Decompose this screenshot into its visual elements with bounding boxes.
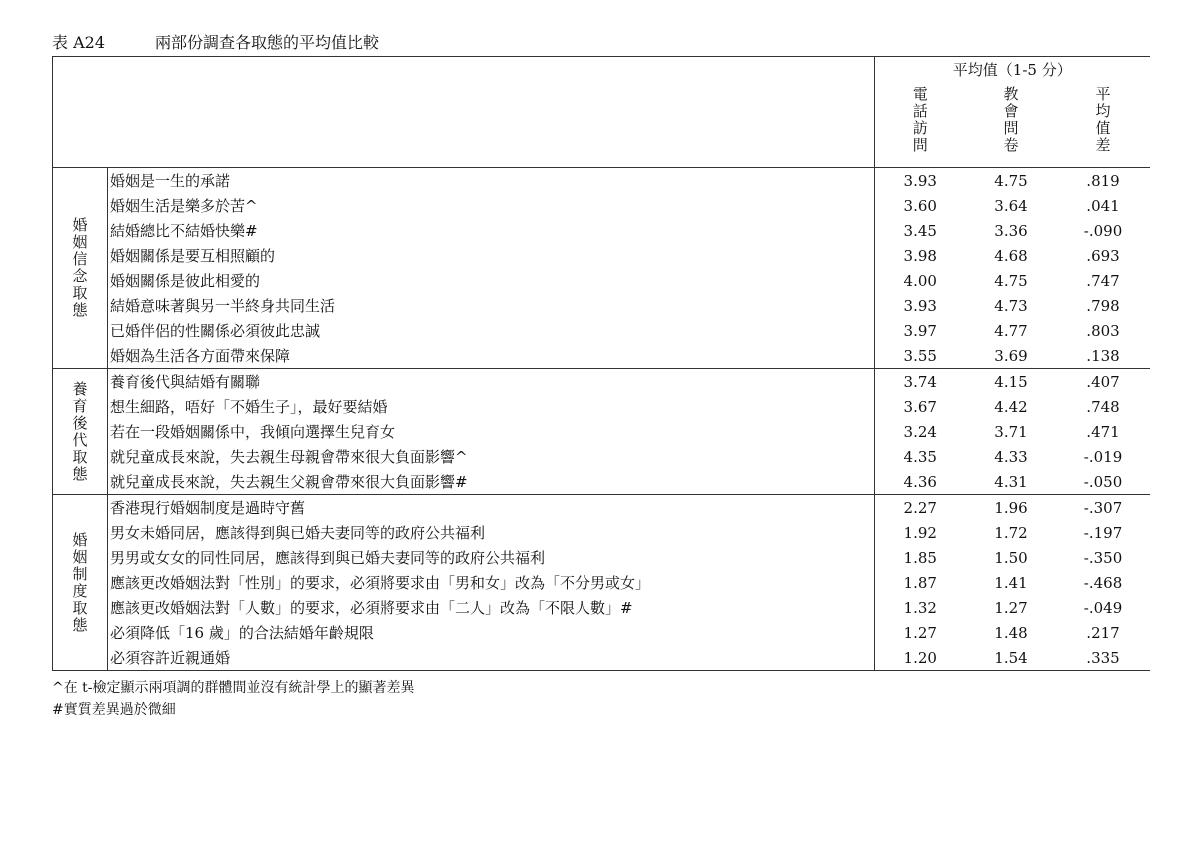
table-row: [53, 243, 1150, 268]
header-church-survey: 教會問卷: [1003, 85, 1019, 154]
phone-mean-value: 3.93: [875, 168, 966, 194]
church-mean-value: 1.50: [994, 548, 1028, 567]
church-mean-value: 1.27: [994, 598, 1028, 617]
mean-difference-value: .803: [1086, 321, 1120, 340]
table-row: [53, 444, 1150, 469]
mean-difference-value: .217: [1086, 623, 1120, 642]
row-item-text: 男男或女女的同性同居，應該得到與已婚夫妻同等的政府公共福利: [108, 545, 875, 570]
table-row: [53, 369, 1150, 395]
mean-difference-value: -.019: [1083, 447, 1123, 466]
table-row: [53, 318, 1150, 343]
phone-mean-value: 3.74: [875, 369, 966, 395]
phone-mean-value: 4.36: [903, 472, 937, 491]
church-mean-value: 1.41: [994, 573, 1028, 592]
mean-difference-value: .471: [1086, 422, 1120, 441]
church-mean-value: 4.68: [994, 246, 1028, 265]
table-notes: [52, 677, 415, 721]
row-item-text: 婚姻關係是彼此相愛的: [108, 268, 875, 293]
header-mean-difference: 平均值差: [1095, 85, 1111, 154]
row-item-text: 若在一段婚姻關係中，我傾向選擇生兒育女: [108, 419, 875, 444]
table-row: [53, 520, 1150, 545]
row-item-text: 必須降低「16 歲」的合法結婚年齡規限: [108, 620, 875, 645]
row-item-text: 應該更改婚姻法對「性別」的要求，必須將要求由「男和女」改為「不分男或女」: [108, 570, 875, 595]
mean-difference-value: -.049: [1083, 598, 1123, 617]
mean-difference-value: -.197: [1083, 523, 1123, 542]
mean-difference-value: -.050: [1083, 472, 1123, 491]
table-row: [53, 620, 1150, 645]
table-caption: [52, 30, 380, 53]
row-item-text: 養育後代與結婚有關聯: [108, 369, 875, 395]
phone-mean-value: 3.93: [903, 296, 937, 315]
group-label: 婚姻制度取態: [53, 495, 108, 671]
church-mean-value: 4.33: [994, 447, 1028, 466]
table-row: [53, 595, 1150, 620]
row-item-text: 必須容許近親通婚: [108, 645, 875, 671]
comparison-table: [52, 56, 1150, 671]
church-mean-value: 3.71: [994, 422, 1028, 441]
church-mean-value: 1.48: [994, 623, 1028, 642]
phone-mean-value: 3.60: [903, 196, 937, 215]
table-body: [53, 168, 1150, 671]
church-mean-value: 4.77: [994, 321, 1028, 340]
table-title: 兩部份調查各取態的平均值比較: [155, 33, 380, 52]
phone-mean-value: 3.24: [903, 422, 937, 441]
group-label: 婚姻信念取態: [53, 168, 108, 369]
phone-mean-value: 3.67: [903, 397, 937, 416]
mean-difference-value: -.090: [1083, 221, 1123, 240]
table-row: [53, 469, 1150, 495]
mean-difference-value: .335: [1057, 645, 1150, 671]
phone-mean-value: 1.32: [903, 598, 937, 617]
note-small-difference: #實質差異過於微細: [52, 702, 176, 718]
table-row: [53, 168, 1150, 194]
phone-mean-value: 4.35: [903, 447, 937, 466]
table-row: [53, 545, 1150, 570]
table-row: [53, 645, 1150, 671]
row-item-text: 婚姻是一生的承諾: [108, 168, 875, 194]
church-mean-value: 4.42: [994, 397, 1028, 416]
table-row: [53, 268, 1150, 293]
church-mean-value: 1.54: [966, 645, 1057, 671]
row-item-text: 結婚意味著與另一半終身共同生活: [108, 293, 875, 318]
phone-mean-value: 1.27: [903, 623, 937, 642]
row-item-text: 男女未婚同居，應該得到與已婚夫妻同等的政府公共福利: [108, 520, 875, 545]
phone-mean-value: 3.55: [903, 346, 937, 365]
row-item-text: 就兒童成長來說，失去親生父親會帶來很大負面影響#: [108, 469, 875, 495]
mean-difference-value: .138: [1086, 346, 1120, 365]
phone-mean-value: 3.45: [903, 221, 937, 240]
phone-mean-value: 1.92: [903, 523, 937, 542]
church-mean-value: 4.75: [994, 271, 1028, 290]
church-mean-value: 3.64: [994, 196, 1028, 215]
phone-mean-value: 1.20: [875, 645, 966, 671]
row-item-text: 香港現行婚姻制度是過時守舊: [108, 495, 875, 521]
row-item-text: 已婚伴侶的性關係必須彼此忠誠: [108, 318, 875, 343]
phone-mean-value: 1.87: [903, 573, 937, 592]
mean-difference-value: -.350: [1083, 548, 1123, 567]
mean-difference-value: .747: [1086, 271, 1120, 290]
table-row: [53, 218, 1150, 243]
table-row: [53, 495, 1150, 521]
mean-difference-value: .693: [1086, 246, 1120, 265]
phone-mean-value: 2.27: [875, 495, 966, 521]
church-mean-value: 4.73: [994, 296, 1028, 315]
table-number: 表 A24: [52, 33, 106, 52]
phone-mean-value: 3.97: [903, 321, 937, 340]
table-row: [53, 570, 1150, 595]
table-row: [53, 343, 1150, 369]
church-mean-value: 1.96: [966, 495, 1057, 521]
church-mean-value: 4.15: [966, 369, 1057, 395]
header-mean-score: 平均值（1-5 分）: [875, 57, 1150, 82]
church-mean-value: 1.72: [994, 523, 1028, 542]
table-row: [53, 394, 1150, 419]
mean-difference-value: -.468: [1083, 573, 1123, 592]
table-row: [53, 293, 1150, 318]
mean-difference-value: .819: [1057, 168, 1150, 194]
mean-difference-value: .407: [1057, 369, 1150, 395]
row-item-text: 想生細路，唔好「不婚生子」，最好要結婚: [108, 394, 875, 419]
church-mean-value: 3.36: [994, 221, 1028, 240]
phone-mean-value: 4.00: [903, 271, 937, 290]
header-blank-cell: [53, 57, 875, 168]
row-item-text: 就兒童成長來說，失去親生母親會帶來很大負面影響^: [108, 444, 875, 469]
church-mean-value: 4.31: [994, 472, 1028, 491]
phone-mean-value: 1.85: [903, 548, 937, 567]
row-item-text: 結婚總比不結婚快樂#: [108, 218, 875, 243]
table-row: [53, 193, 1150, 218]
row-item-text: 婚姻生活是樂多於苦^: [108, 193, 875, 218]
church-mean-value: 4.75: [966, 168, 1057, 194]
church-mean-value: 3.69: [994, 346, 1028, 365]
note-not-significant: ^在 t-檢定顯示兩項調的群體間並沒有統計學上的顯著差異: [52, 680, 415, 696]
row-item-text: 婚姻為生活各方面帶來保障: [108, 343, 875, 369]
mean-difference-value: -.307: [1057, 495, 1150, 521]
mean-difference-value: .798: [1086, 296, 1120, 315]
row-item-text: 婚姻關係是要互相照顧的: [108, 243, 875, 268]
mean-difference-value: .748: [1086, 397, 1120, 416]
row-item-text: 應該更改婚姻法對「人數」的要求，必須將要求由「二人」改為「不限人數」#: [108, 595, 875, 620]
group-label: 養育後代取態: [53, 369, 108, 495]
phone-mean-value: 3.98: [903, 246, 937, 265]
table-row: [53, 419, 1150, 444]
mean-difference-value: .041: [1086, 196, 1120, 215]
header-phone-survey: 電話訪問: [912, 85, 928, 154]
